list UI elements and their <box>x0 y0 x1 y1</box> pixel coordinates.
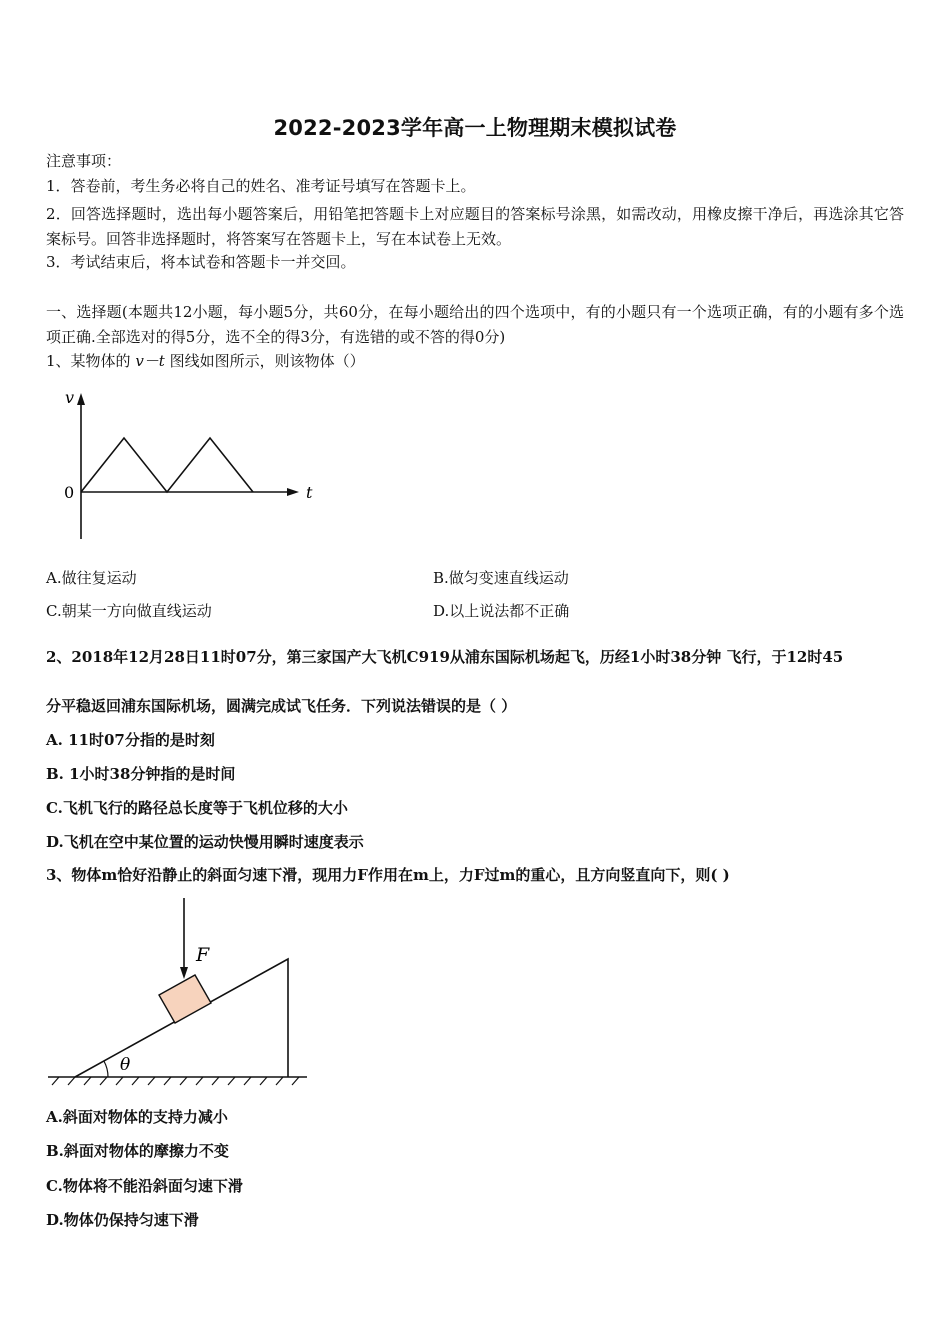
q2-stem-line-1: 2、2018年12月28日11时07分，第三家国产大飞机C919从浦东国际机场起飞，历经1小时38分钟 飞行，于12时45 <box>46 648 844 666</box>
q2-option-b: B. 1小时38分钟指的是时间 <box>46 765 236 783</box>
q2-option-a: A. 11时07分指的是时刻 <box>46 731 215 749</box>
force-arrow-icon <box>180 967 188 979</box>
q1-option-d: D.以上说法都不正确 <box>433 602 570 620</box>
angle-label: θ <box>120 1055 131 1075</box>
origin-label: 0 <box>64 483 75 502</box>
q1-stem <box>46 352 365 370</box>
q1-option-b: B.做匀变速直线运动 <box>433 569 569 587</box>
q3-stem: 3、物体m恰好沿静止的斜面匀速下滑，现用力F作用在m上，力F过m的重心，且方向竖直向下，则( ) <box>46 866 730 884</box>
q1-option-a: A.做往复运动 <box>46 569 137 587</box>
x-axis-label: t <box>306 483 313 502</box>
angle-arc <box>104 1061 108 1077</box>
q2-option-d: D.飞机在空中某位置的运动快慢用瞬时速度表示 <box>46 833 364 851</box>
force-label: F <box>196 944 210 966</box>
y-axis-arrow-icon <box>77 393 85 405</box>
q2-stem-line-2: 分平稳返回浦东国际机场，圆满完成试飞任务．下列说法错误的是（ ） <box>46 697 517 715</box>
ground-hatching <box>52 1077 299 1085</box>
block-m <box>159 975 211 1023</box>
q2-option-c: C.飞机飞行的路径总长度等于飞机位移的大小 <box>46 799 348 817</box>
notice-item-1: 1．答卷前，考生务必将自己的姓名、准考证号填写在答题卡上。 <box>46 177 476 195</box>
q1-option-c: C.朝某一方向做直线运动 <box>46 602 212 620</box>
q1-vt-graph <box>55 385 325 545</box>
section-heading: 一、选择题(本题共12小题，每小题5分，共60分，在每小题给出的四个选项中，有的小题只有一个选项正确，有的小题有多个选项正确.全部选对的得5分，选不全的得3分，有选错的或不答的得0分) <box>46 303 904 346</box>
q3-option-c: C.物体将不能沿斜面匀速下滑 <box>46 1177 243 1195</box>
q1-stem-variable: v－t <box>135 352 165 370</box>
x-axis-arrow-icon <box>287 488 299 496</box>
notice-heading: 注意事项： <box>46 152 122 170</box>
notice-item-2: 2．回答选择题时，选出每小题答案后，用铅笔把答题卡上对应题目的答案标号涂黑，如需改动，用橡皮擦干净后，再选涂其它答案标号。回答非选择题时，将答案写在答题卡上，写在本试卷上无效。 <box>46 205 904 248</box>
q3-option-a: A.斜面对物体的支持力减小 <box>46 1108 228 1126</box>
vt-curve <box>81 438 253 492</box>
q1-stem-suffix: 图线如图所示，则该物体（） <box>164 352 365 370</box>
q3-incline-figure <box>45 893 315 1093</box>
q1-stem-prefix: 1、某物体的 <box>46 352 136 370</box>
page-title: 2022-2023学年高一上物理期末模拟试卷 <box>273 116 677 140</box>
q3-option-b: B.斜面对物体的摩擦力不变 <box>46 1142 229 1160</box>
y-axis-label: v <box>65 388 75 407</box>
q3-option-d: D.物体仍保持匀速下滑 <box>46 1211 199 1229</box>
notice-item-3: 3．考试结束后，将本试卷和答题卡一并交回。 <box>46 253 356 271</box>
